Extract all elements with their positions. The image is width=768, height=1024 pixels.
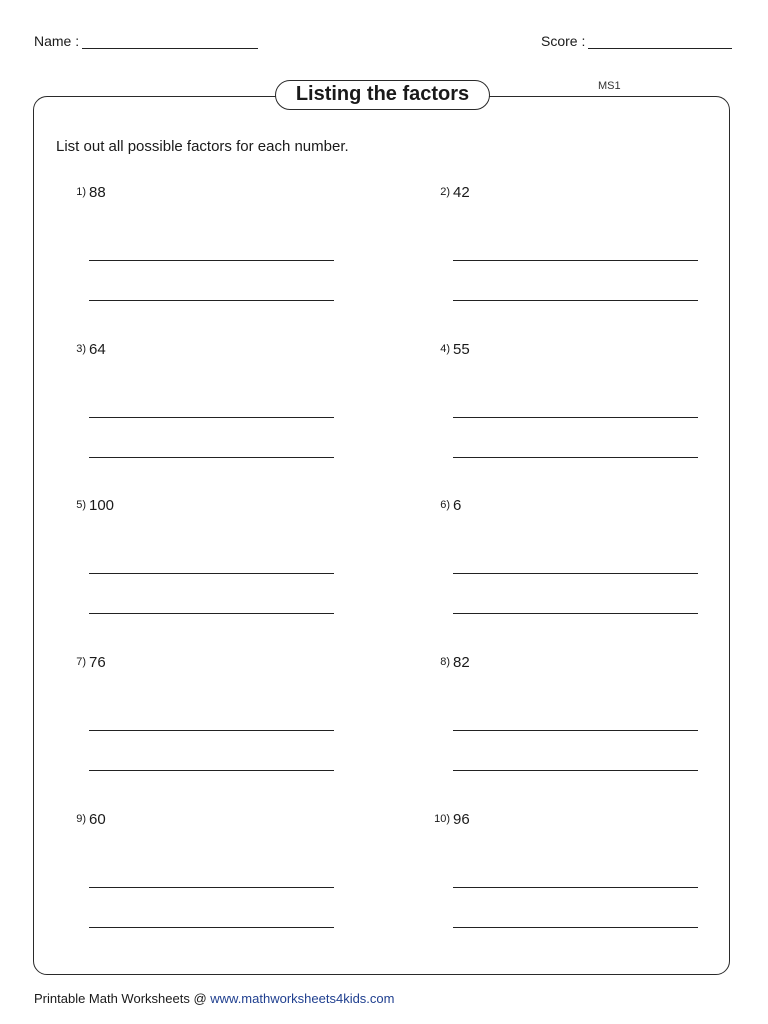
problem-number: 76: [89, 654, 106, 671]
answer-line[interactable]: [453, 573, 698, 574]
problem-number: 96: [453, 811, 470, 828]
footer-text: Printable Math Worksheets @: [34, 991, 211, 1006]
problem-10: [420, 809, 720, 949]
answer-line[interactable]: [453, 417, 698, 418]
footer: [34, 991, 394, 1006]
answer-line[interactable]: [89, 770, 334, 771]
problem-number: 88: [89, 184, 106, 201]
answer-line[interactable]: [453, 927, 698, 928]
problem-5: [56, 495, 356, 635]
worksheet-title: Listing the factors: [275, 80, 490, 110]
name-blank-line[interactable]: [82, 34, 258, 49]
problem-6: [420, 495, 720, 635]
instructions: List out all possible factors for each number.: [56, 138, 349, 155]
answer-line[interactable]: [453, 260, 698, 261]
problem-label: 8): [440, 656, 450, 668]
problem-label: 6): [440, 499, 450, 511]
answer-line[interactable]: [453, 613, 698, 614]
problem-label: 5): [76, 499, 86, 511]
name-field: [34, 33, 258, 49]
problem-3: [56, 339, 356, 479]
score-label: Score :: [541, 33, 586, 49]
answer-line[interactable]: [89, 927, 334, 928]
answer-line[interactable]: [89, 887, 334, 888]
answer-line[interactable]: [453, 457, 698, 458]
problem-number: 100: [89, 497, 115, 514]
problem-number: 64: [89, 341, 106, 358]
problem-label: 1): [76, 186, 86, 198]
answer-line[interactable]: [89, 730, 334, 731]
answer-line[interactable]: [453, 300, 698, 301]
problem-4: [420, 339, 720, 479]
problem-1: [56, 182, 356, 322]
problem-9: [56, 809, 356, 949]
problem-number: 82: [453, 654, 470, 671]
answer-line[interactable]: [89, 613, 334, 614]
answer-line[interactable]: [89, 457, 334, 458]
worksheet-code: MS1: [598, 80, 621, 92]
problem-2: [420, 182, 720, 322]
problem-label: 4): [440, 343, 450, 355]
problem-8: [420, 652, 720, 792]
problem-number: 60: [89, 811, 106, 828]
name-label: Name :: [34, 33, 80, 49]
problem-7: [56, 652, 356, 792]
answer-line[interactable]: [453, 770, 698, 771]
problem-number: 6: [453, 497, 462, 514]
answer-line[interactable]: [89, 573, 334, 574]
score-field: [541, 33, 732, 49]
answer-line[interactable]: [89, 300, 334, 301]
answer-line[interactable]: [453, 730, 698, 731]
answer-line[interactable]: [89, 417, 334, 418]
problem-label: 9): [76, 813, 86, 825]
answer-line[interactable]: [453, 887, 698, 888]
problem-number: 42: [453, 184, 470, 201]
problem-label: 3): [76, 343, 86, 355]
problem-label: 10): [434, 813, 450, 825]
score-blank-line[interactable]: [588, 34, 732, 49]
answer-line[interactable]: [89, 260, 334, 261]
problem-number: 55: [453, 341, 470, 358]
footer-link[interactable]: www.mathworksheets4kids.com: [210, 991, 395, 1006]
problem-label: 2): [440, 186, 450, 198]
problem-label: 7): [76, 656, 86, 668]
